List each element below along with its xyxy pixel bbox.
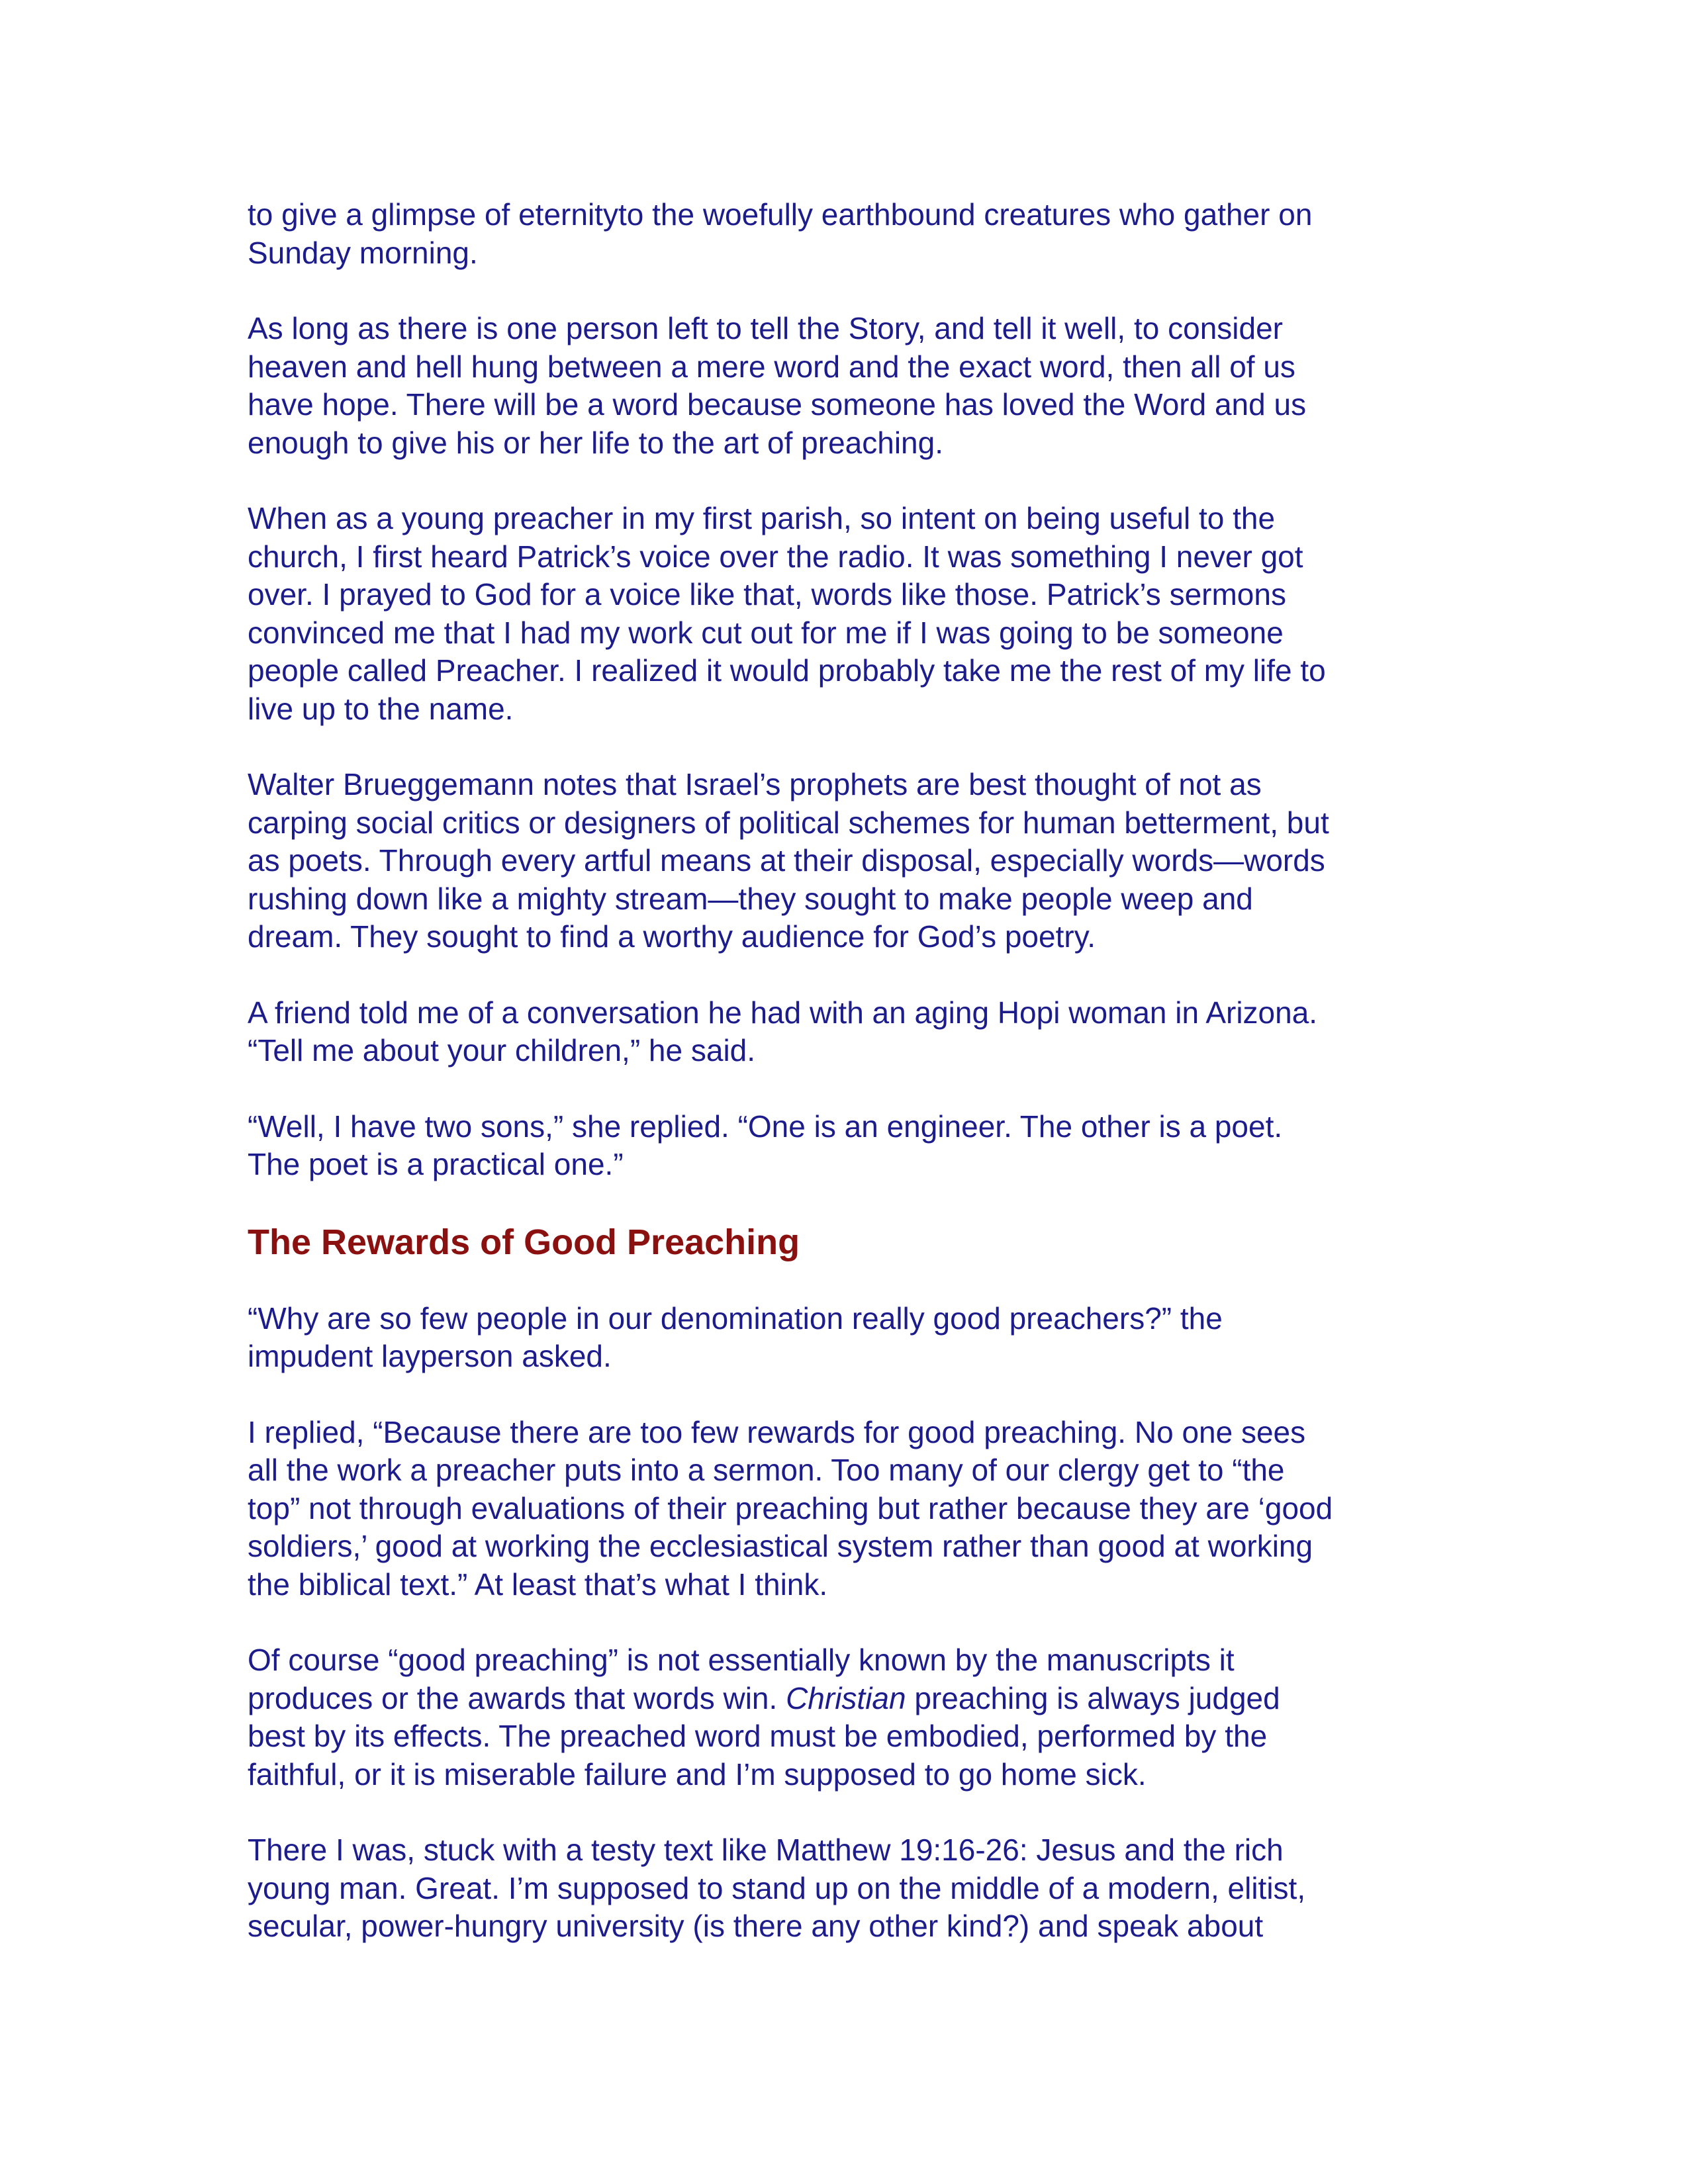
text-line: Of course “good preaching” is not essentially known by the manuscripts it [248, 1643, 1235, 1677]
text-line: faithful, or it is miserable failure and I’m supposed to go home sick. [248, 1756, 1147, 1792]
text-line: “Well, I have two sons,” she replied. “One is an engineer. The other is a poet. [248, 1109, 1283, 1144]
text-line: carping social critics or designers of political schemes for human betterment, but [248, 805, 1329, 840]
text-line [248, 1680, 1439, 1718]
text-segment: produces or the awards that words win. [248, 1680, 786, 1715]
text-line: as poets. Through every artful means at their disposal, especially words—words [248, 843, 1325, 878]
text-line: soldiers,’ good at working the ecclesiastical system rather than good at working [248, 1529, 1313, 1563]
section-heading: The Rewards of Good Preaching [248, 1222, 800, 1262]
italic-word: Christian [786, 1680, 906, 1715]
text-line: impudent layperson asked. [248, 1339, 612, 1373]
text-line: rushing down like a mighty stream—they sought to make people weep and [248, 881, 1253, 916]
text-line: enough to give his or her life to the art of preaching. [248, 425, 943, 460]
text-line: A friend told me of a conversation he had with an aging Hopi woman in Arizona. [248, 995, 1318, 1030]
text-line: Walter Brueggemann notes that Israel’s prophets are best thought of not as [248, 767, 1262, 801]
document-page [248, 196, 1439, 1983]
text-line: best by its effects. The preached word must be embodied, performed by the [248, 1719, 1268, 1753]
text-line: have hope. There will be a word because someone has loved the Word and us [248, 387, 1307, 422]
paragraph-i-replied [248, 1414, 1439, 1604]
text-line: top” not through evaluations of their preaching but rather because they are ‘good [248, 1490, 1333, 1525]
text-line: church, I first heard Patrick’s voice over the radio. It was something I never got [248, 539, 1303, 574]
text-line: I replied, “Because there are too few rewards for good preaching. No one sees [248, 1414, 1306, 1449]
text-segment: preaching is always judged [906, 1680, 1280, 1715]
text-line: all the work a preacher puts into a sermon. Too many of our clergy get to “the [248, 1453, 1285, 1487]
text-line: There I was, stuck with a testy text like Matthew 19:16-26: Jesus and the rich [248, 1833, 1284, 1867]
text-line: secular, power-hungry university (is there any other kind?) and speak about [248, 1909, 1264, 1943]
text-line: “Tell me about your children,” he said. [248, 1033, 756, 1068]
paragraph-hopi-woman [248, 994, 1439, 1070]
text-line: dream. They sought to find a worthy audience for God’s poetry. [248, 919, 1096, 954]
text-line: convinced me that I had my work cut out for me if I was going to be someone [248, 615, 1284, 650]
text-line: heaven and hell hung between a mere word and the exact word, then all of us [248, 349, 1295, 384]
text-line: young man. Great. I’m supposed to stand up on the middle of a modern, elitist, [248, 1870, 1306, 1905]
text-line: Sunday morning. [248, 235, 478, 270]
paragraph-story [248, 310, 1439, 462]
paragraph-testy-text [248, 1831, 1439, 1946]
paragraph-why-few [248, 1300, 1439, 1376]
text-line: live up to the name. [248, 691, 514, 726]
text-line: the biblical text.” At least that’s what I think. [248, 1567, 828, 1602]
text-line: As long as there is one person left to tell the Story, and tell it well, to consider [248, 311, 1283, 345]
text-line: The poet is a practical one.” [248, 1147, 624, 1181]
paragraph-good-preaching [248, 1641, 1439, 1794]
text-line: over. I prayed to God for a voice like that, words like those. Patrick’s sermons [248, 577, 1286, 612]
paragraph-young-preacher [248, 500, 1439, 728]
text-line: to give a glimpse of eternityto the woefully earthbound creatures who gather on [248, 197, 1313, 232]
text-line: When as a young preacher in my first parish, so intent on being useful to the [248, 501, 1276, 535]
text-line: “Why are so few people in our denomination really good preachers?” the [248, 1300, 1223, 1336]
paragraph-eternity [248, 196, 1439, 272]
text-line: people called Preacher. I realized it would probably take me the rest of my life to [248, 653, 1326, 688]
paragraph-brueggemann [248, 766, 1439, 956]
paragraph-two-sons [248, 1108, 1439, 1184]
